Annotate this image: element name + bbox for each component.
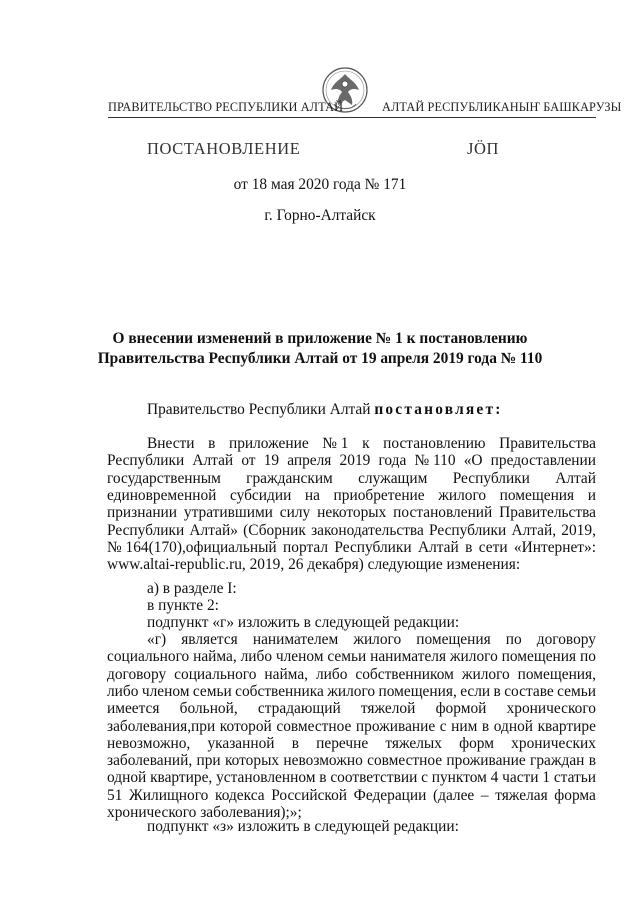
p2-line: заболевания,при которой совместное проживание с ним в одной квартире	[107, 717, 596, 735]
p1-line: признании утратившими силу некоторых постановлений Правительства	[107, 504, 596, 522]
p1-line: Республики Алтай от 19 апреля 2019 года № 110 «О предоставлении	[107, 452, 596, 470]
p2-line: заболеваний, при которых невозможно совместное проживание граждан в	[107, 752, 596, 770]
doc-title-line-2: Правительства Республики Алтай от 19 апреля 2019 года № 110	[97, 350, 543, 367]
p2-line: социального найма, либо членом семьи нанимателя жилого помещения по	[107, 648, 596, 666]
p2-line: договору социального найма, либо собственником жилого помещения,	[107, 665, 596, 683]
list-item-b: в пункте 2:	[147, 597, 219, 614]
p2-line: имеется больной, страдающий тяжелой формой хронического	[107, 700, 596, 718]
list-item-a: а) в разделе I:	[147, 580, 237, 597]
p1-line: Внести в приложение № 1 к постановлению Правительства	[147, 435, 596, 452]
header-divider	[108, 117, 596, 118]
p2-line: либо членом семьи собственника жилого помещения, если в составе семьи	[107, 682, 596, 700]
intro-text: Правительство Республики Алтай постановляет:	[147, 401, 503, 418]
p2-line: «г) является нанимателем жилого помещения по договору	[147, 631, 596, 648]
doc-type-ru: ПОСТАНОВЛЕНИЕ	[147, 139, 301, 158]
p2-line: 51 Жилищного кодекса Российской Федерации (далее – тяжелая форма	[107, 786, 596, 804]
p1-line: государственным гражданским служащим Республики Алтай	[107, 469, 596, 487]
header-org-name-alt: АЛТАЙ РЕСПУБЛИКАНЫҤ БАШКАРУЗЫ	[382, 100, 622, 114]
header-org-name-ru: ПРАВИТЕЛЬСТВО РЕСПУБЛИКИ АЛТАЙ	[108, 100, 344, 114]
p1-line: № 164(170),официальный портал Республики Алтай в сети «Интернет»:	[107, 538, 596, 556]
p2-line: одной квартире, установленном в соответствии с пунктом 4 части 1 статьи	[107, 769, 596, 787]
p1-line: единовременной субсидии на приобретение жилого помещения и	[107, 486, 596, 504]
doc-date-number: от 18 мая 2020 года № 171	[233, 176, 407, 193]
p2-line: невозможно, указанной в перечне тяжелых форм хронических	[107, 734, 596, 752]
p1-line: www.altai-republic.ru, 2019, 26 декабря) следующие изменения:	[107, 556, 521, 574]
list-item-c: подпункт «г» изложить в следующей редакции:	[147, 614, 460, 631]
list-item-d: подпункт «з» изложить в следующей редакции:	[147, 818, 459, 835]
doc-city: г. Горно-Алтайск	[264, 207, 376, 224]
doc-type-alt: JӦП	[467, 139, 500, 158]
p2-line: хронического заболевания);»;	[107, 804, 302, 821]
doc-title-line-1: О внесении изменений в приложение № 1 к постановлению	[112, 330, 528, 347]
intro-emphasis: постановляет:	[374, 401, 503, 418]
p1-line: Республики Алтай» (Сборник законодательства Республики Алтай, 2019,	[107, 521, 596, 539]
